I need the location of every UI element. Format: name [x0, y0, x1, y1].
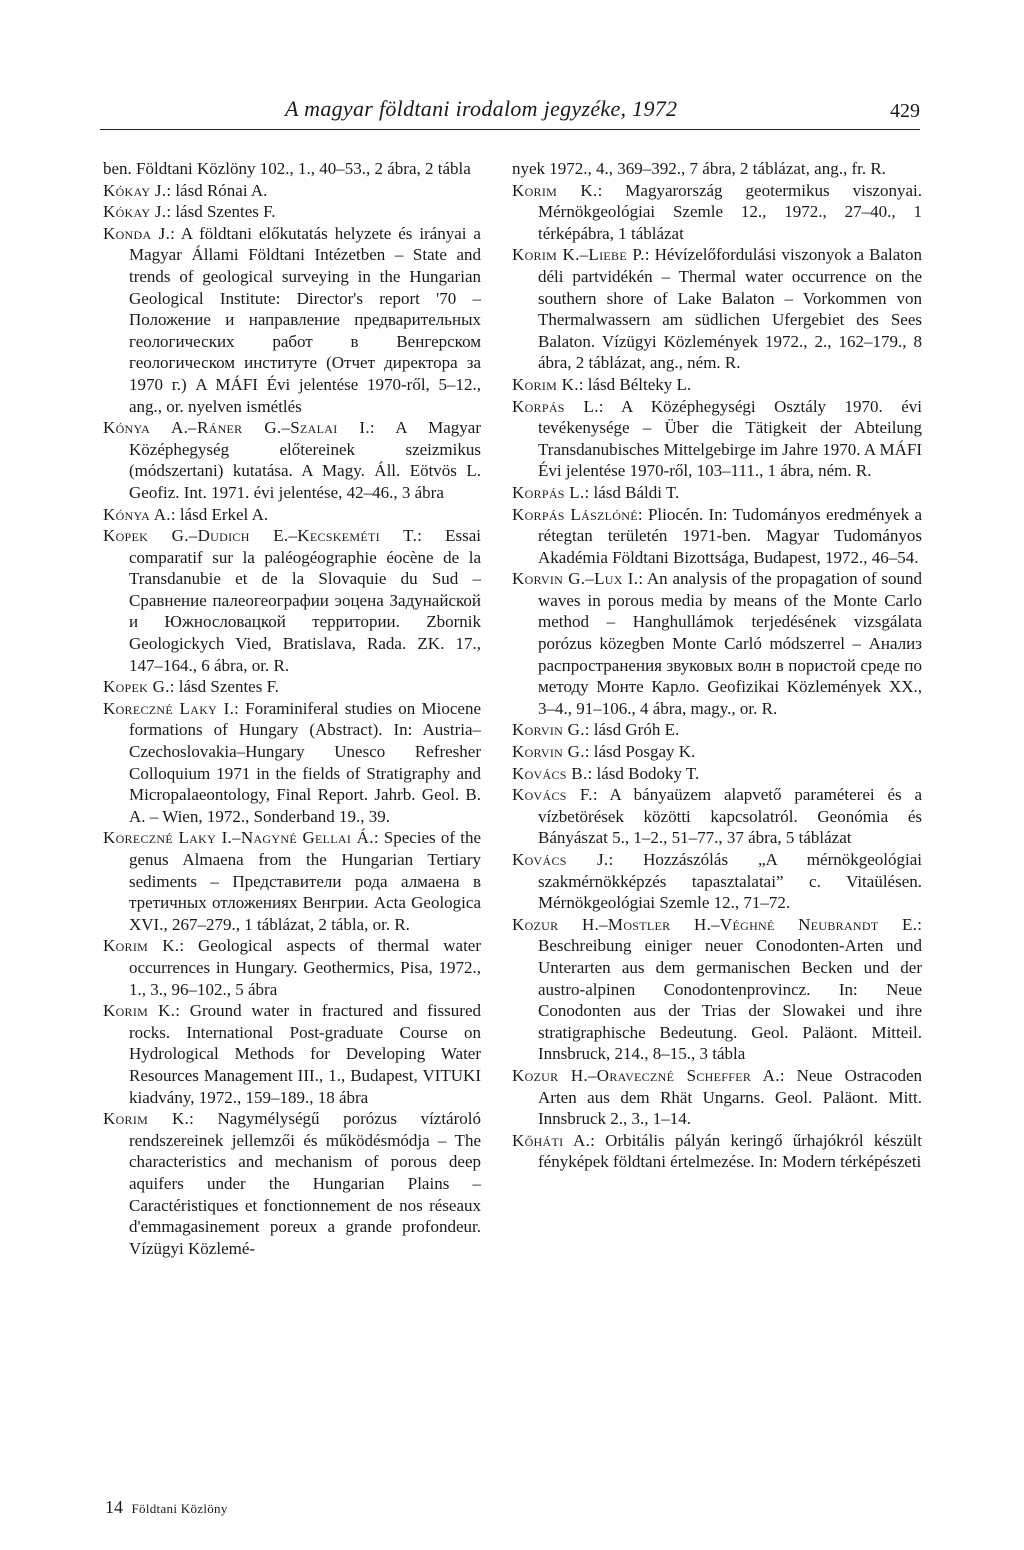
- entry-author: Korim K.–Liebe P.: [512, 245, 645, 265]
- bibliography-entry: [103, 698, 481, 828]
- entry-author: Konda J.: [103, 223, 171, 243]
- entry-author: Kónya A.–Ráner G.–Szalai I.: [103, 418, 370, 438]
- bibliography-entry: [512, 741, 922, 763]
- entry-text: : Hévízelőfordulási viszonyok a Balaton déli partvidékén – Thermal water occurrence on the southern shore of Lake Balaton – Vorkommen von Thermalwassern am südlichen Ufergebiet des Sees Balaton. Vízügyi Közlemények 1972., 2., 162–179., 8 ábra, 2 táblázat, ang., ném. R.: [538, 245, 922, 373]
- bibliography-entry: [103, 223, 481, 417]
- bibliography-entry: [512, 914, 922, 1065]
- page-header: [100, 96, 920, 136]
- entry-text: : Neue Ostracoden Arten aus dem Rhät Ungarns. Geol. Paläont. Mitt. Innsbruck 2., 3., 1–14.: [538, 1065, 922, 1129]
- entry-text: : Essai comparatif sur la paléogéographie éocène de la Transdanubie et de la Slovaquie du Sud – Сравнение палеогеографии эоцена Задунайской и Южнословацкой территории. Zbornik Geologickych Vied, Bratislava, Rada. ZK. 17., 147–164., 6 ábra, or. R.: [129, 526, 481, 675]
- entry-author: Korvin G.–Lux I.: [512, 569, 639, 589]
- bibliography-entry: [103, 417, 481, 503]
- entry-text: : Magyarország geotermikus viszonyai. Mérnökgeológiai Szemle 12., 1972., 27–40., 1 térképábra, 1 táblázat: [538, 180, 922, 243]
- running-title: A magyar földtani irodalom jegyzéke, 1972: [285, 96, 678, 121]
- bibliography-entry: [512, 374, 922, 396]
- entry-author: Kozur H.–Mostler H.–Véghné Neubrandt E.: [512, 914, 918, 934]
- entry-text: : lásd Szentes F.: [166, 202, 276, 222]
- entry-text: : lásd Rónai A.: [166, 180, 268, 200]
- entry-text: : Beschreibung einiger neuer Conodonten-Arten und Unterarten aus dem germanischen Becken und der austro-alpinen Conodontenprovincz. In: Neue Conodonten aus der Trias der Slowakei und ihre stratigraphische Bedeutung. Geol. Paläont. Mitteil. Innsbruck, 214., 8–15., 3 tábla: [538, 914, 922, 1064]
- entry-text: : Foraminiferal studies on Miocene formations of Hungary (Abstract). In: Austria–Czechoslovakia–Hungary Unesco Refresher Colloquium 1971 in the fields of Stratigraphy and Micropalaeontology, Final Report. Jahrb. Geol. B. A. – Wien, 1972., Sonderband 19., 39.: [129, 698, 481, 826]
- entry-author: Korim K.: [103, 1001, 176, 1021]
- entry-text: ben. Földtani Közlöny 102., 1., 40–53., 2 ábra, 2 tábla: [103, 159, 471, 178]
- bibliography-entry: [512, 763, 922, 785]
- bibliography-entry: [512, 396, 922, 482]
- entry-text: : lásd Bélteky L.: [578, 374, 692, 394]
- bibliography-entry: [512, 158, 922, 180]
- entry-author: Koreczné Laky I.: [103, 698, 235, 718]
- bibliography-entry: [103, 504, 481, 526]
- entry-text: : lásd Erkel A.: [170, 504, 269, 524]
- entry-author: Kozur H.–Oraveczné Scheffer A.: [512, 1065, 780, 1085]
- bibliography-entry: [512, 180, 922, 245]
- entry-text: : A Középhegységi Osztály 1970. évi tevékenysége – Über die Tätigkeit der Abteilung Transdanubisches Mittelgebirge im Jahre 1970. A MÁFI Évi jelentése 1970-ről, 103–111., 1 ábra, ném. R.: [538, 396, 923, 481]
- right-column: [512, 158, 922, 1173]
- entry-author: Kókay J.: [103, 180, 167, 200]
- entry-author: Kovács F.: [512, 785, 593, 805]
- entry-text: : A földtani előkutatás helyzete és irányai a Magyar Állami Földtani Intézetben – State and trends of geological surveying in the Hungarian Geological Institute: Director's report '70 – Положение и направление предварительных геологических работ в Венгерском геологическом институте (Отчет директора за 1970 г.) A MÁFI Évi jelentése 1970-ről, 5–12., ang., or. nyelven ismétlés: [129, 223, 481, 416]
- bibliography-entry: [512, 568, 922, 719]
- bibliography-entry: [103, 827, 481, 935]
- entry-text: : lásd Szentes F.: [169, 677, 279, 697]
- entry-author: Korvin G.: [512, 720, 585, 740]
- page-footer: [105, 1497, 228, 1518]
- entry-author: Kókay J.: [103, 202, 167, 222]
- left-column: [103, 158, 481, 1259]
- bibliography-entry: [103, 676, 481, 698]
- entry-text: : Species of the genus Almaena from the Hungarian Tertiary sediments – Представители рода алмаена в третичных отложениях Венгрии. Acta Geologica XVI., 267–279., 1 táblázat, 2 tábla, or. R.: [129, 828, 481, 934]
- bibliography-entry: [512, 482, 922, 504]
- entry-author: Kovács B.: [512, 763, 588, 783]
- bibliography-entry: [103, 1000, 481, 1108]
- signature-mark: 14: [105, 1497, 123, 1517]
- bibliography-entry: [512, 504, 922, 569]
- entry-text: : lásd Posgay K.: [584, 742, 696, 762]
- bibliography-entry: [103, 180, 481, 202]
- entry-text: : A Magyar Középhegység előtereinek szeizmikus (módszertani) kutatása. A Magy. Áll. Eötvös L. Geofiz. Int. 1971. évi jelentése, 42–46., 3 ábra: [129, 418, 481, 502]
- bibliography-entry: [512, 849, 922, 914]
- entry-text: : Hozzászólás „A mérnökgeológiai szakmérnökképzés tapasztalatai” c. Vitaülésen. Mérnökgeológiai Szemle 12., 71–72.: [538, 850, 922, 913]
- entry-author: Kőháti A.: [512, 1130, 591, 1150]
- entry-author: Kovács J.: [512, 850, 609, 869]
- entry-author: Korvin G.: [512, 742, 585, 762]
- footer-label: Földtani Közlöny: [131, 1501, 228, 1516]
- entry-author: Kopek G.: [103, 677, 170, 697]
- entry-author: Koreczné Laky I.–Nagyné Gellai Á.: [103, 828, 374, 848]
- bibliography-entry: [512, 784, 922, 849]
- entry-text: : lásd Bodoky T.: [587, 763, 700, 783]
- bibliography-entry: [512, 719, 922, 741]
- entry-text: : lásd Gróh E.: [584, 720, 680, 740]
- entry-author: Korim K.: [512, 180, 598, 200]
- entry-text: : Pliocén. In: Tudományos eredmények a rétegtan területén 1971-ben. Magyar Tudományos Akadémia Földtani Bizottsága, Budapest, 1972., 46–54.: [538, 504, 922, 567]
- bibliography-entry: [103, 1108, 481, 1259]
- entry-text: : Geological aspects of thermal water occurrences in Hungary. Geothermics, Pisa, 1972., 1., 3., 96–102., 5 ábra: [129, 936, 482, 999]
- entry-author: Korim K.: [103, 936, 180, 956]
- bibliography-entry: [103, 201, 481, 223]
- page-number: 429: [890, 100, 920, 122]
- entry-author: Korpás Lászlóné: [512, 504, 638, 524]
- bibliography-entry: [512, 244, 922, 374]
- bibliography-entry: [103, 935, 481, 1000]
- entry-author: Korpás L.: [512, 396, 599, 416]
- entry-author: Kopek G.–Dudich E.–Kecskeméti T.: [103, 526, 418, 546]
- entry-author: Korim K.: [512, 374, 579, 394]
- entry-author: Korpás L.: [512, 482, 585, 502]
- bibliography-entry: [512, 1130, 922, 1173]
- entry-text: nyek 1972., 4., 369–392., 7 ábra, 2 táblázat, ang., fr. R.: [512, 159, 886, 178]
- entry-text: : Ground water in fractured and fissured rocks. International Post-graduate Course on Hydrological Methods for Developing Water Resources Management III., 1., Budapest, VITUKI kiadvány, 1972., 159–189., 18 ábra: [129, 1001, 481, 1107]
- entry-author: Kónya A.: [103, 504, 171, 524]
- entry-text: : lásd Báldi T.: [584, 482, 680, 502]
- entry-text: : A bányaüzem alapvető paraméterei és a vízbetörések közötti kapcsolatról. Geonómia és Bányászat 5., 1–2., 51–77., 37 ábra, 5 táblázat: [538, 785, 922, 848]
- entry-text: : An analysis of the propagation of sound waves in porous media by means of the Monte Carlo method – Hanghullámok terjedésének vizsgálata porózus közegben Monte Carló módszerrel – Анализ распространения звуковых волн в пористой среде по методу Монте Карло. Geofizikai Közlemények XX., 3–4., 91–106., 4 ábra, magy., or. R.: [538, 569, 922, 718]
- bibliography-entry: [103, 525, 481, 676]
- bibliography-entry: [512, 1065, 922, 1130]
- bibliography-entry: [103, 158, 481, 180]
- entry-text: : Nagymélységű porózus víztároló rendszereinek jellemzői és működésmódja – The characteristics and mechanism of porous deep aquifers under the Hungarian Plains – Caractéristiques et fonctionnement de nos réseaux d'emmagasinement poreux a grande profondeur. Vízügyi Közlemé-: [129, 1109, 481, 1258]
- entry-author: Korim K.: [103, 1109, 190, 1129]
- header-rule: [100, 129, 920, 130]
- entry-text: : Orbitális pályán keringő űrhajókról készült fényképek földtani értelmezése. In: Modern térképészeti: [538, 1130, 922, 1172]
